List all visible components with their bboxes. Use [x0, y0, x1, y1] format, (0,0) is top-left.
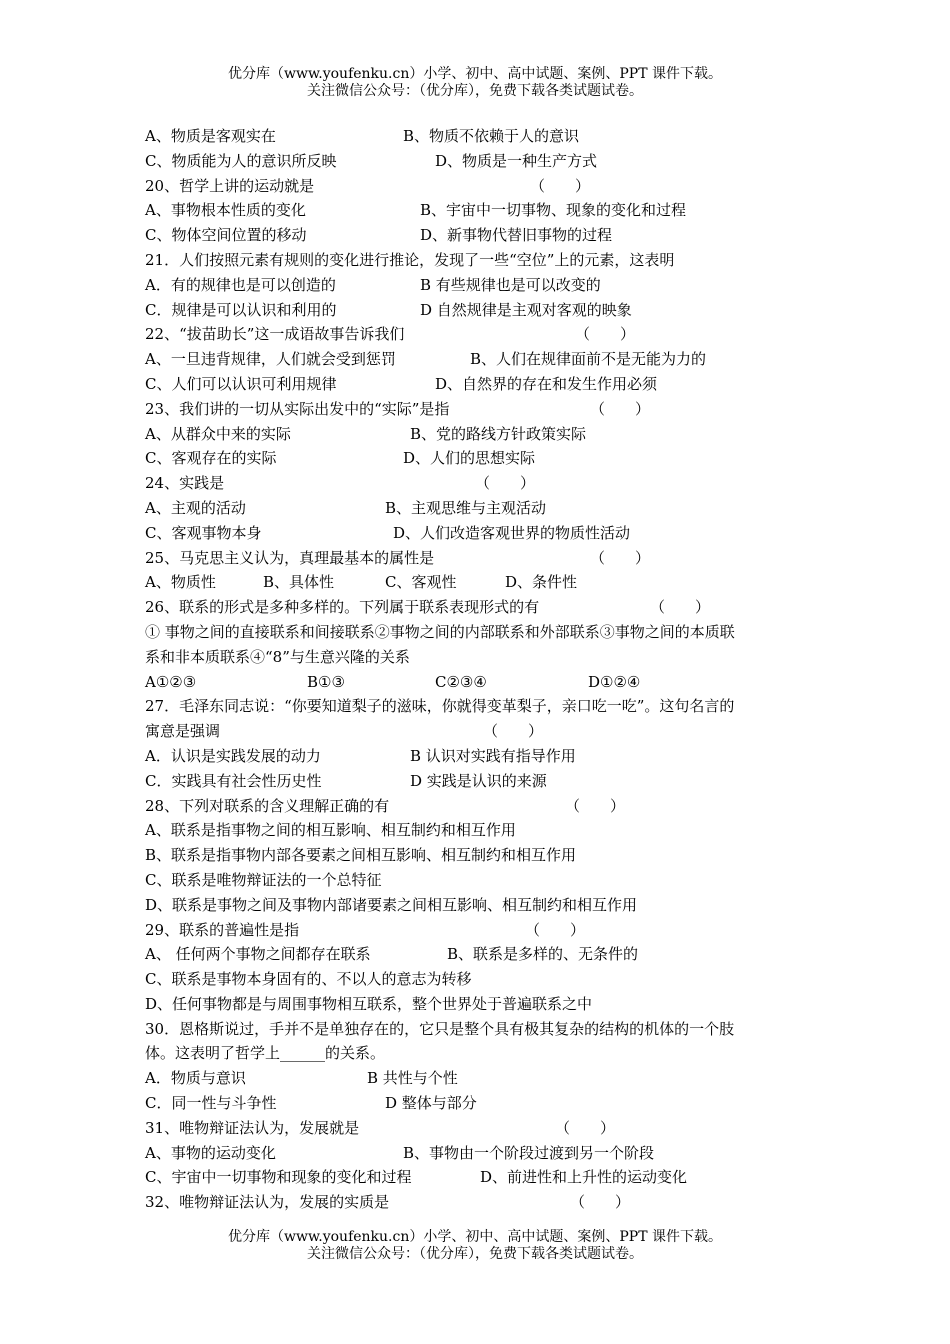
text-segment: （ ） — [650, 598, 711, 617]
text-line — [145, 744, 810, 769]
text-line — [145, 124, 810, 149]
text-line — [145, 471, 810, 496]
text-line — [145, 496, 810, 521]
text-segment: 24、实践是 — [145, 474, 225, 493]
text-segment: B、事物由一个阶段过渡到另一个阶段 — [403, 1143, 655, 1162]
text-line — [145, 322, 810, 347]
text-segment: 寓意是强调 — [145, 722, 221, 741]
text-segment: D、条件性 — [505, 573, 578, 592]
text-segment: C、联系是唯物辩证法的一个总特征 — [145, 870, 382, 889]
text-segment: D、前进性和上升性的运动变化 — [480, 1168, 688, 1187]
text-segment: （ ） — [555, 1118, 616, 1137]
text-line — [145, 546, 810, 571]
text-segment: （ ） — [590, 548, 651, 567]
text-segment: 22、“拔苗助长”这一成语故事告诉我们 — [145, 325, 405, 344]
text-segment: A．认识是实践发展的动力 — [145, 746, 321, 765]
text-segment: 26、联系的形式是多种多样的。下列属于联系表现形式的有 — [145, 598, 540, 617]
text-segment: 21．人们按照元素有规则的变化进行推论，发现了一些“空位”上的元素，这表明 — [145, 250, 675, 269]
text-line — [145, 893, 810, 918]
text-line — [145, 843, 810, 868]
text-segment: A、物质是客观实在 — [145, 127, 276, 145]
text-line — [145, 769, 810, 794]
footer-line-1: 优分库（www.youfenku.cn）小学、初中、高中试题、案例、PPT 课件下载。 — [227, 1229, 722, 1245]
text-segment: 29、联系的普遍性是指 — [145, 920, 300, 939]
page-header — [0, 66, 950, 100]
text-line — [145, 1116, 810, 1141]
text-segment: （ ） — [530, 176, 591, 195]
text-segment: D、新事物代替旧事物的过程 — [420, 226, 613, 245]
text-segment: 系和非本质联系④“8”与生意兴隆的关系 — [145, 647, 410, 666]
text-line — [145, 347, 810, 372]
text-line — [145, 1141, 810, 1166]
text-segment: 28、下列对联系的含义理解正确的有 — [145, 796, 390, 815]
text-segment: B、具体性 — [263, 573, 335, 592]
text-line — [145, 918, 810, 943]
text-segment: D、人们改造客观世界的物质性活动 — [393, 523, 631, 542]
text-segment: （ ） — [575, 325, 636, 344]
text-line — [145, 670, 810, 695]
text-segment: D 自然规律是主观对客观的映象 — [420, 300, 632, 319]
text-line — [145, 446, 810, 471]
text-segment: B、人们在规律面前不是无能为力的 — [470, 350, 707, 369]
text-segment: A．有的规律也是可以创造的 — [145, 275, 336, 294]
header-line-1: 优分库（www.youfenku.cn）小学、初中、高中试题、案例、PPT 课件下载。 — [227, 66, 722, 82]
text-segment: C②③④ — [435, 672, 487, 691]
text-segment: B、宇宙中一切事物、现象的变化和过程 — [420, 201, 687, 220]
text-segment: C．规律是可以认识和利用的 — [145, 300, 337, 319]
text-segment: C、客观事物本身 — [145, 523, 262, 542]
text-segment: A、事物根本性质的变化 — [145, 201, 306, 220]
text-line — [145, 719, 810, 744]
text-segment: （ ） — [525, 920, 586, 939]
text-segment: ① 事物之间的直接联系和间接联系②事物之间的内部联系和外部联系③事物之间的本质联 — [145, 622, 735, 641]
text-line — [145, 620, 810, 645]
text-segment: C、宇宙中一切事物和现象的变化和过程 — [145, 1168, 412, 1187]
text-segment: （ ） — [565, 796, 626, 815]
text-segment: D、自然界的存在和发生作用必须 — [435, 374, 658, 393]
text-segment: B、联系是指事物内部各要素之间相互影响、相互制约和相互作用 — [145, 846, 577, 865]
text-line — [145, 521, 810, 546]
text-segment: D 实践是认识的来源 — [410, 771, 547, 790]
text-segment: D、任何事物都是与周围事物相互联系，整个世界处于普遍联系之中 — [145, 994, 593, 1013]
text-segment: 32、唯物辩证法认为，发展的实质是 — [145, 1193, 390, 1212]
text-line — [145, 149, 810, 174]
text-line — [145, 174, 810, 199]
text-segment: A、 任何两个事物之间都存在联系 — [145, 945, 371, 964]
text-segment: A、一旦违背规律，人们就会受到惩罚 — [145, 350, 396, 369]
text-line — [145, 298, 810, 323]
text-segment: B、主观思维与主观活动 — [385, 498, 547, 517]
exam-body — [145, 124, 810, 1215]
text-segment: C、联系是事物本身固有的、不以人的意志为转移 — [145, 970, 472, 989]
text-segment: B、党的路线方针政策实际 — [410, 424, 587, 443]
text-segment: A、从群众中来的实际 — [145, 424, 291, 443]
text-line — [145, 248, 810, 273]
text-line — [145, 1091, 810, 1116]
text-segment: C、物体空间位置的移动 — [145, 226, 307, 245]
text-line — [145, 198, 810, 223]
text-line — [145, 1165, 810, 1190]
text-segment: B①③ — [307, 672, 345, 691]
text-line — [145, 868, 810, 893]
text-segment: C．实践具有社会性历史性 — [145, 771, 322, 790]
text-segment: B 共性与个性 — [367, 1069, 458, 1088]
text-line — [145, 1066, 810, 1091]
text-line — [145, 818, 810, 843]
footer-line-2: 关注微信公众号：（优分库），免费下载各类试题试卷。 — [307, 1246, 643, 1262]
text-line — [145, 1041, 810, 1066]
text-segment: 30．恩格斯说过，手并不是单独存在的，它只是整个具有极其复杂的结构的机体的一个肢 — [145, 1019, 735, 1038]
text-line — [145, 1017, 810, 1042]
text-line — [145, 397, 810, 422]
text-segment: 31、唯物辩证法认为，发展就是 — [145, 1118, 360, 1137]
text-segment: C、客观性 — [385, 573, 457, 592]
text-segment: D、联系是事物之间及事物内部诸要素之间相互影响、相互制约和相互作用 — [145, 895, 638, 914]
text-segment: B 有些规律也是可以改变的 — [420, 275, 601, 294]
text-segment: C、人们可以认识可利用规律 — [145, 374, 337, 393]
text-line — [145, 273, 810, 298]
text-segment: 20、哲学上讲的运动就是 — [145, 176, 315, 195]
page-footer — [0, 1229, 950, 1263]
text-line — [145, 694, 810, 719]
text-segment: D 整体与部分 — [385, 1094, 477, 1113]
text-segment: B、联系是多样的、无条件的 — [447, 945, 639, 964]
text-segment: A、物质性 — [145, 573, 216, 592]
text-segment: D、物质是一种生产方式 — [435, 151, 598, 170]
text-line — [145, 570, 810, 595]
text-segment: 23、我们讲的一切从实际出发中的“实际”是指 — [145, 399, 450, 418]
text-segment: A①②③ — [145, 672, 197, 691]
text-segment: D、人们的思想实际 — [403, 449, 536, 468]
text-segment: 体。这表明了哲学上______的关系。 — [145, 1044, 386, 1063]
text-segment: （ ） — [483, 722, 544, 741]
text-segment: （ ） — [570, 1193, 631, 1212]
text-line — [145, 422, 810, 447]
text-segment: 27．毛泽东同志说：“你要知道梨子的滋味，你就得变革梨子，亲口吃一吃”。这句名言的 — [145, 697, 735, 716]
text-line — [145, 645, 810, 670]
text-segment: （ ） — [475, 474, 536, 493]
text-segment: （ ） — [590, 399, 651, 418]
text-segment: C、物质能为人的意识所反映 — [145, 151, 337, 170]
text-segment: B、物质不依赖于人的意识 — [403, 127, 580, 145]
text-segment: A、主观的活动 — [145, 498, 246, 517]
text-line — [145, 595, 810, 620]
text-segment: A、事物的运动变化 — [145, 1143, 276, 1162]
text-segment: A．物质与意识 — [145, 1069, 246, 1088]
text-line — [145, 223, 810, 248]
text-line — [145, 992, 810, 1017]
header-line-2: 关注微信公众号：（优分库），免费下载各类试题试卷。 — [307, 83, 643, 99]
text-segment: A、联系是指事物之间的相互影响、相互制约和相互作用 — [145, 821, 516, 840]
text-segment: C、客观存在的实际 — [145, 449, 277, 468]
text-line — [145, 942, 810, 967]
text-line — [145, 794, 810, 819]
text-line — [145, 967, 810, 992]
text-segment: C．同一性与斗争性 — [145, 1094, 277, 1113]
text-segment: 25、马克思主义认为，真理最基本的属性是 — [145, 548, 435, 567]
text-line — [145, 372, 810, 397]
text-line — [145, 1190, 810, 1215]
text-segment: B 认识对实践有指导作用 — [410, 746, 576, 765]
text-segment: D①②④ — [588, 672, 641, 691]
